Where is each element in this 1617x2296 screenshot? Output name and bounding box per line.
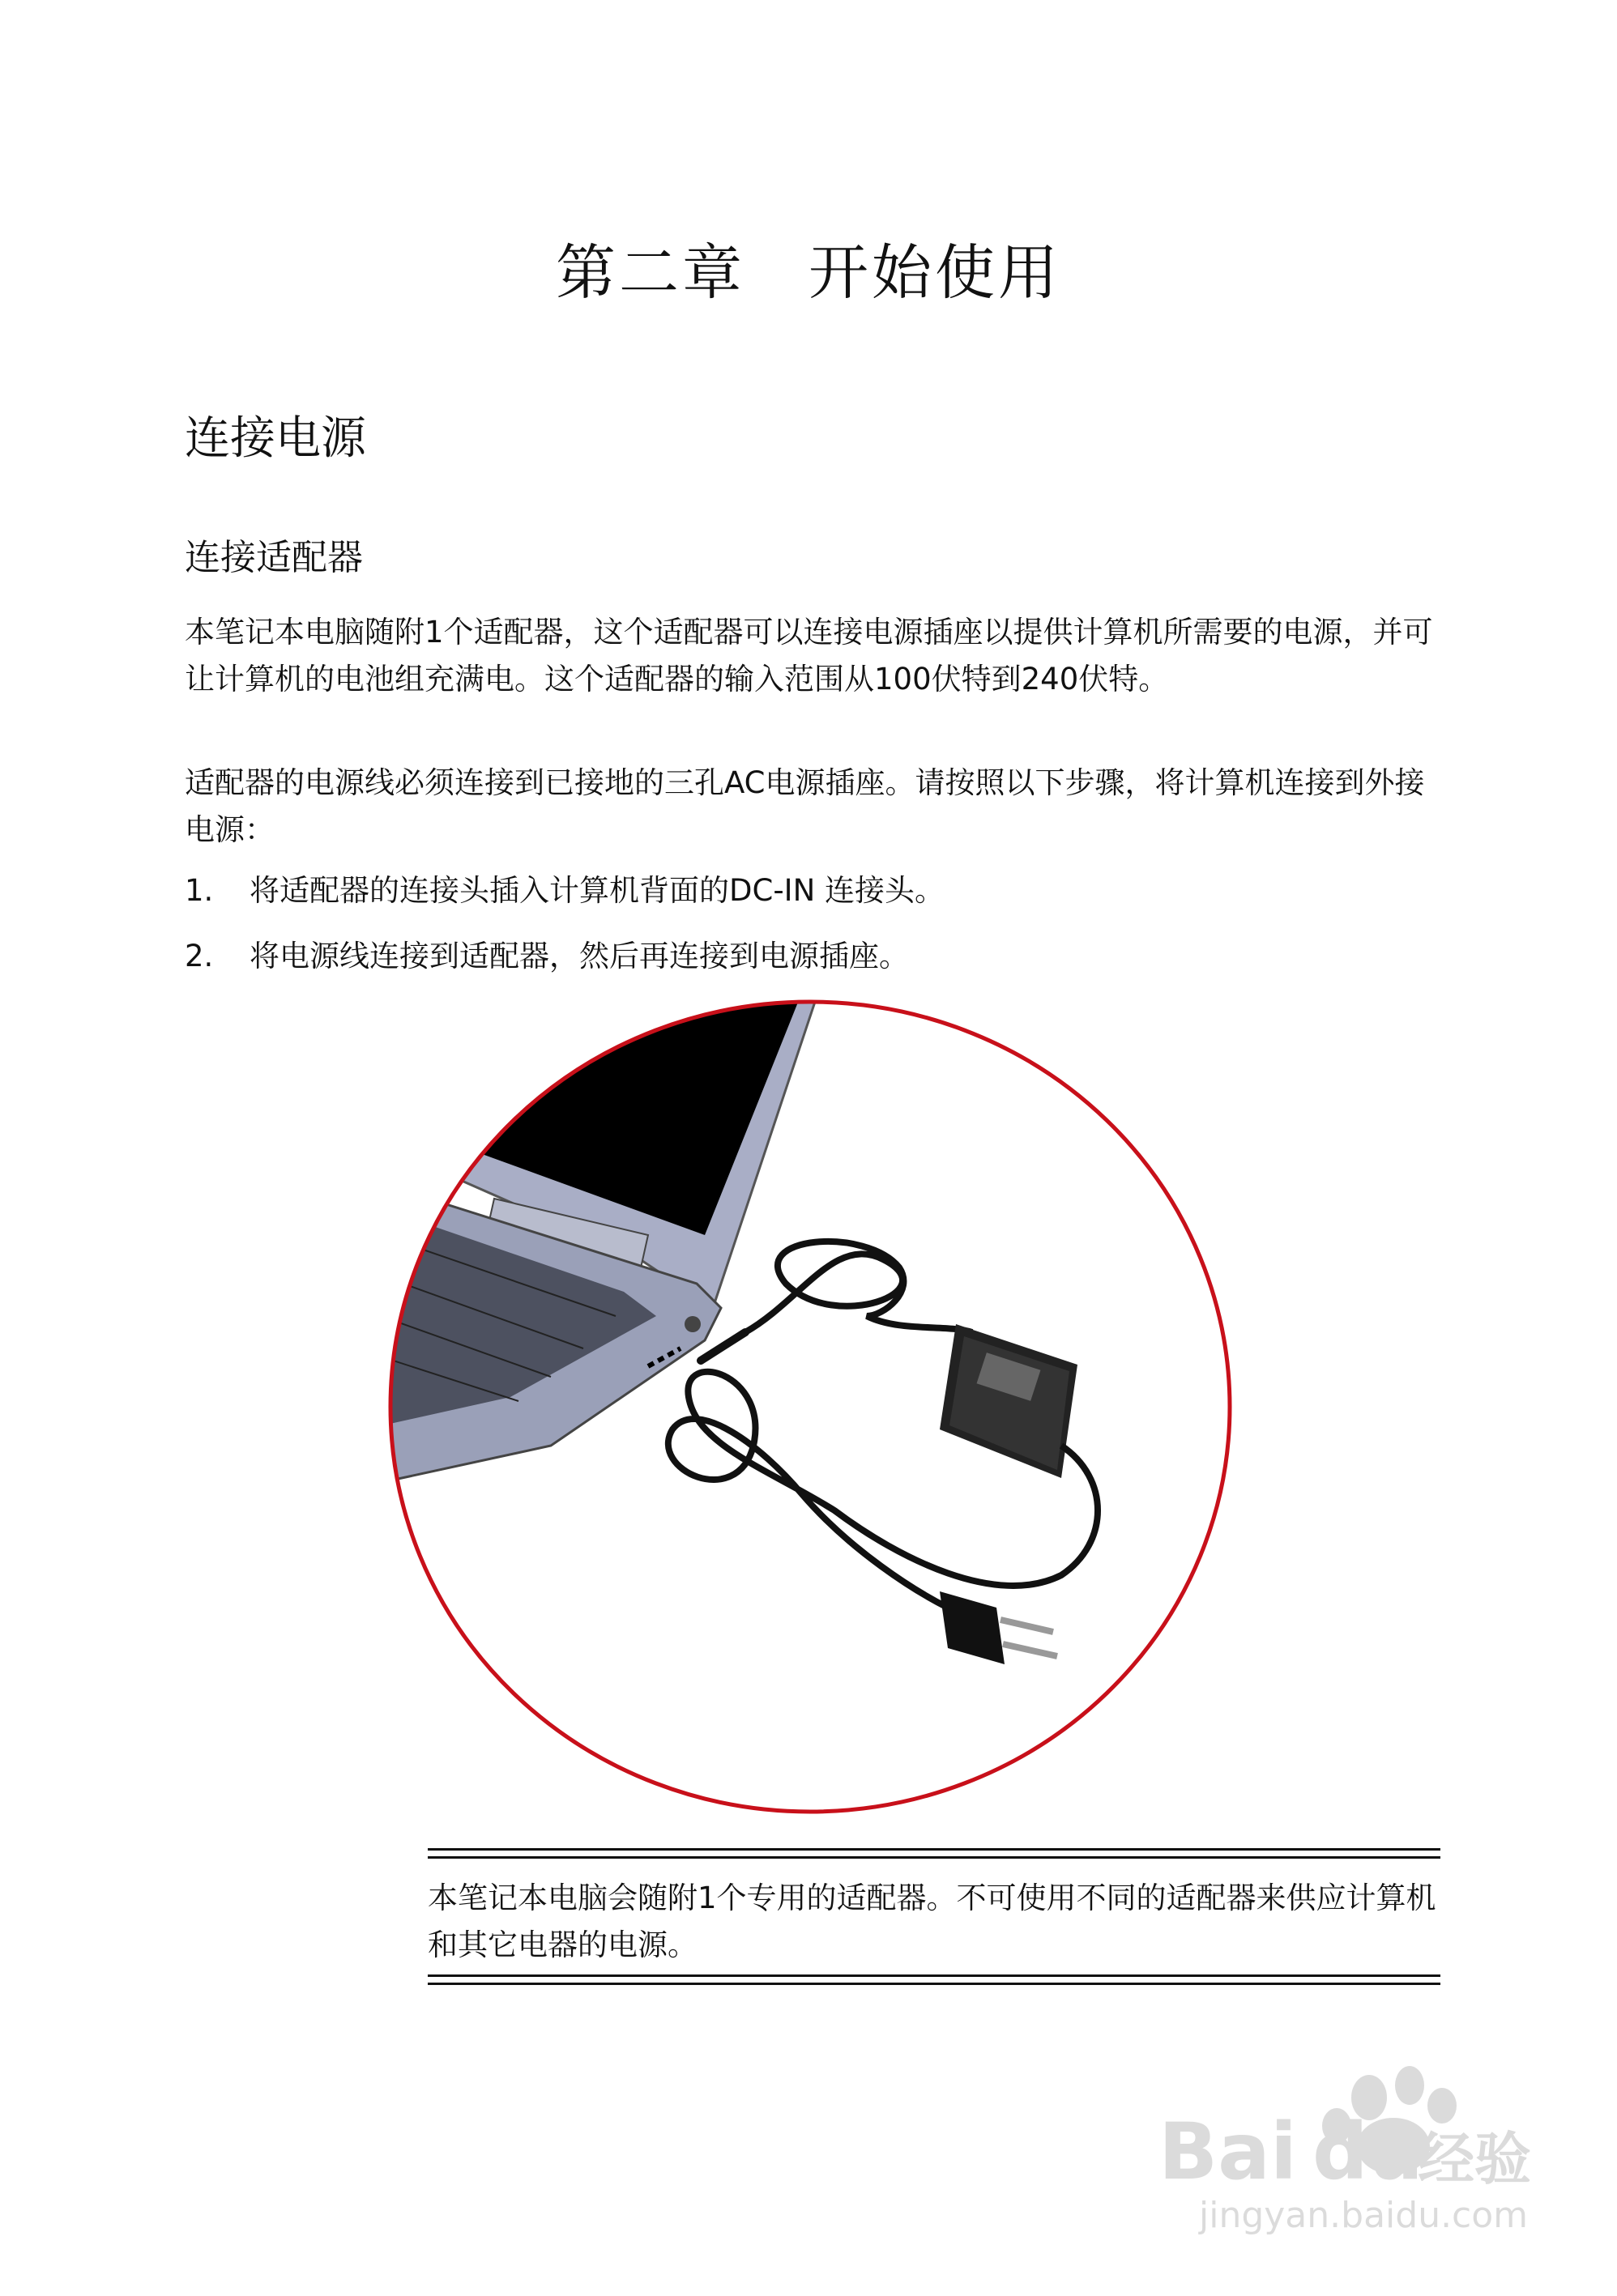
svg-text:jingyan.baidu.com: jingyan.baidu.com	[1199, 2195, 1529, 2235]
dc-in-port	[685, 1316, 701, 1332]
step-text: 将电源线连接到适配器，然后再连接到电源插座。	[250, 939, 909, 973]
baidu-jingyan-watermark	[1150, 2049, 1555, 2235]
svg-text:Bai: Bai	[1158, 2106, 1297, 2197]
note-text: 本笔记本电脑会随附1个专用的适配器。不可使用不同的适配器来供应计算机和其它电器的电源。	[428, 1881, 1436, 1962]
adapter-brick	[940, 1324, 1077, 1478]
svg-text:经验: 经验	[1418, 2126, 1531, 2192]
step-2	[185, 933, 909, 980]
dc-cable	[745, 1242, 972, 1332]
subsection-title: 连接适配器	[185, 537, 363, 578]
note-top-rule-1	[428, 1848, 1440, 1851]
adapter-connection-illustration	[381, 992, 1239, 1822]
step-number: 2.	[185, 939, 214, 973]
intro-paragraph: 本笔记本电脑随附1个适配器，这个适配器可以连接电源插座以提供计算机所需要的电源，并可让计算机的电池组充满电。这个适配器的输入范围从100伏特到240伏特。	[185, 615, 1433, 696]
svg-text:du: du	[1312, 2106, 1424, 2197]
ac-plug	[940, 1591, 1057, 1664]
note-bottom-rule-2	[428, 1983, 1440, 1985]
section-title: 连接电源	[185, 412, 366, 465]
step-text: 将适配器的连接头插入计算机背面的DC-IN 连接头。	[250, 873, 945, 908]
step-number: 1.	[185, 873, 214, 908]
step-1	[185, 867, 945, 914]
instruction-paragraph: 适配器的电源线必须连接到已接地的三孔AC电源插座。请按照以下步骤，将计算机连接到外接电源：	[185, 765, 1425, 847]
note-top-rule-2	[428, 1856, 1440, 1859]
chapter-title: 第二章 开始使用	[556, 238, 1061, 308]
note-bottom-rule-1	[428, 1974, 1440, 1977]
